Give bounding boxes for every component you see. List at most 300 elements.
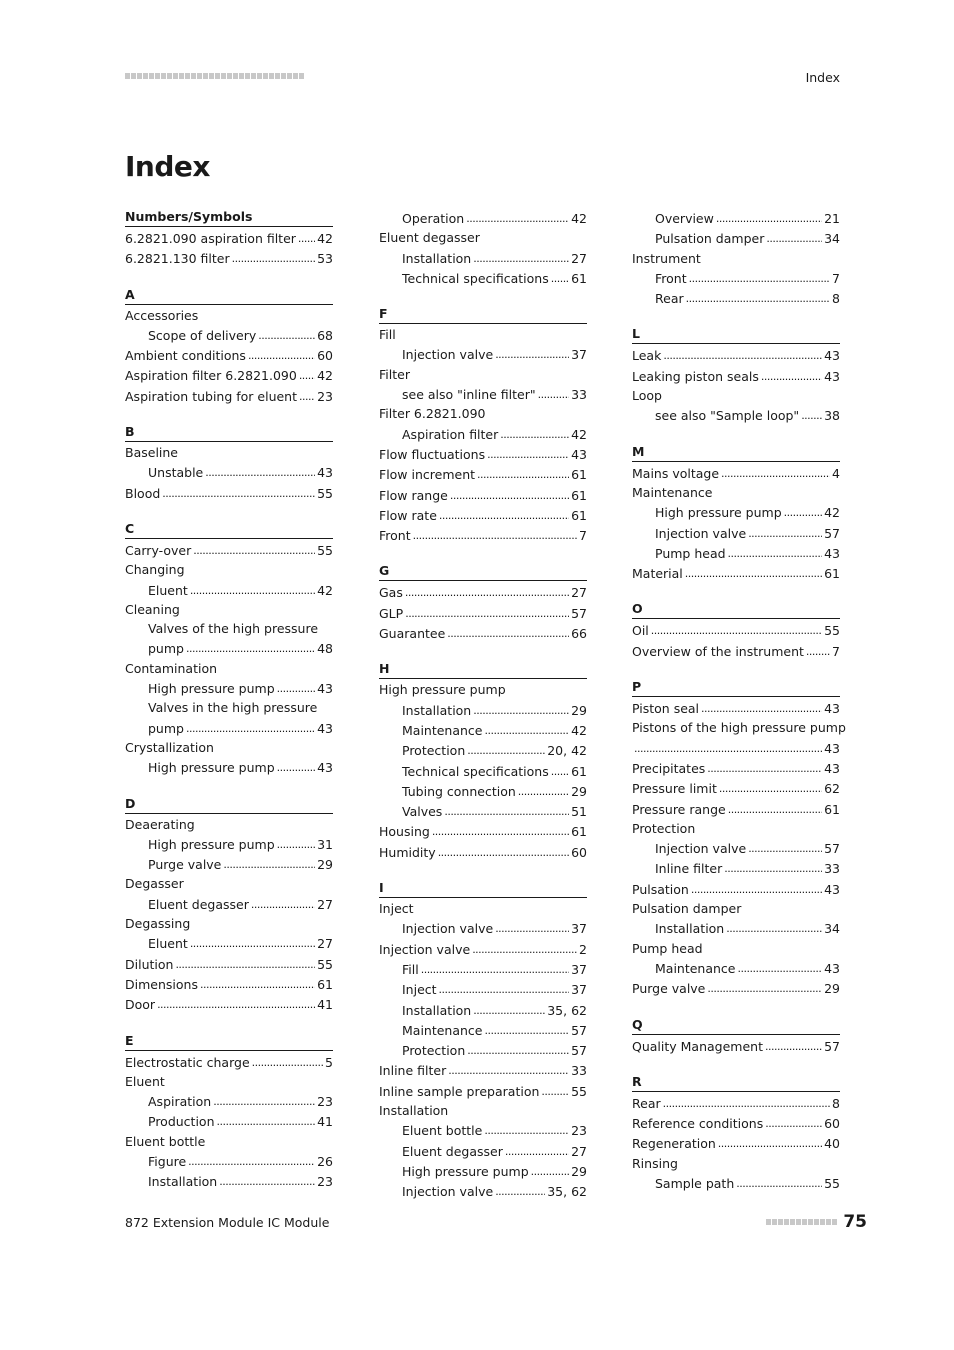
dot-leader [541,1081,569,1101]
index-term: Eluent [148,936,188,952]
index-entry [632,858,840,878]
index-term: Scope of delivery [148,327,257,343]
index-term: Instrument [632,250,701,266]
index-page-ref: 23 [317,1094,333,1110]
index-term: Operation [402,211,465,226]
index-term: Inline filter [655,861,723,877]
index-term: Carry-over [125,542,192,558]
index-entry [379,801,587,821]
index-entry [632,208,840,228]
index-entry [379,1020,587,1040]
index-entry [125,600,333,619]
index-term: Rear [632,1095,661,1111]
index-entry [632,249,840,268]
index-page-ref: 37 [571,961,587,977]
index-term: Protection [402,743,466,759]
index-term: Injection valve [402,1184,494,1200]
index-term: Filter [379,366,410,382]
index-term: Maintenance [655,960,736,976]
index-term: Flow increment [379,467,476,483]
dot-leader [251,894,315,914]
index-term: High pressure pump [148,681,275,697]
index-entry [379,1040,587,1060]
index-term: Door [125,997,156,1013]
index-term: Technical specifications [402,270,549,286]
index-page-ref: 33 [824,861,840,877]
index-section-heading: D [125,795,333,814]
index-term: GLP [379,605,404,621]
index-page-ref: 4 [832,465,840,481]
index-page-ref: 43 [317,681,333,697]
index-page-ref: 43 [824,760,840,776]
index-term: Changing [125,562,185,578]
index-page-ref: 55 [571,1083,587,1099]
index-entry [125,738,333,757]
dot-leader [484,1120,569,1140]
index-term: High pressure pump [379,682,506,698]
index-term: Accessories [125,307,199,323]
index-term: Flow rate [379,507,437,523]
index-entry [632,620,840,640]
dot-leader [719,778,822,798]
index-entry [379,344,587,364]
index-section-heading: B [125,423,333,442]
index-entry [379,582,587,602]
index-term: Fill [402,961,419,977]
index-term: Purge valve [632,981,706,997]
index-page-ref: 57 [571,1022,587,1038]
index-page-ref: 23 [571,1123,587,1139]
index-entry [125,228,333,248]
dot-leader [205,462,315,482]
index-section [632,1016,840,1056]
index-page-ref: 33 [571,387,587,403]
dot-leader [634,738,822,758]
dot-leader [551,268,569,288]
index-page-ref: 40 [824,1136,840,1152]
index-section [379,660,587,862]
index-term: Pistons of the high pressure pump [632,720,846,736]
dot-leader [685,563,822,583]
index-section-heading: P [632,678,840,697]
index-entry [379,623,587,643]
index-term: Reference conditions [632,1116,764,1132]
index-term: Mains voltage [632,465,720,481]
index-term: Pulsation [632,881,689,897]
index-term: Material [632,566,683,582]
dot-leader [277,757,315,777]
index-term: High pressure pump [402,1163,529,1179]
dot-leader [477,464,569,484]
index-page-ref: 57 [824,841,840,857]
index-page-ref: 23 [317,388,333,404]
dot-leader [801,405,822,425]
index-entry [379,700,587,720]
dot-leader [485,720,570,740]
index-page-ref: 60 [824,1116,840,1132]
dot-leader [448,1060,569,1080]
dot-leader [495,1181,545,1201]
index-entry [379,680,587,699]
index-page-ref: 43 [317,465,333,481]
index-page-ref: 33 [571,1063,587,1079]
index-column-2 [379,208,587,1218]
dot-leader [689,268,830,288]
index-page-ref: 43 [824,545,840,561]
dot-leader [190,580,315,600]
index-term: Oil [632,623,649,639]
index-term: Aspiration filter [402,426,499,442]
index-page-ref: 38 [824,408,840,424]
index-page-ref: 57 [571,1043,587,1059]
index-entry [632,799,840,819]
index-entry [125,365,333,385]
index-page-ref: 62 [824,781,840,797]
index-section-heading: A [125,286,333,305]
index-section [632,208,840,308]
dot-leader [518,781,569,801]
index-entry [632,698,840,718]
dot-leader [157,994,315,1014]
index-page-ref: 27 [317,896,333,912]
index-page-ref: 34 [824,921,840,937]
index-entry [379,424,587,444]
index-page-ref: 66 [571,626,587,642]
index-page-ref: 2 [579,941,587,957]
index-term: Degassing [125,916,191,932]
index-page-ref: 29 [571,1163,587,1179]
index-term: Maintenance [402,722,483,738]
dot-leader [761,366,822,386]
dot-leader [298,228,315,248]
index-page-ref: 68 [317,327,333,343]
index-entry [379,939,587,959]
index-term: Piston seal [632,701,700,717]
index-entry [632,641,840,661]
dot-leader [450,485,569,505]
index-section-heading: G [379,562,587,581]
dot-leader [487,444,569,464]
dot-leader [219,1171,315,1191]
index-term: Unstable [148,465,204,481]
index-entry [632,268,840,288]
index-entry [125,698,333,717]
dot-leader [447,623,569,643]
index-page-ref: 43 [824,881,840,897]
index-page-ref: 42 [317,582,333,598]
index-term: Pulsation damper [632,901,742,917]
index-entry [125,718,333,738]
index-term: Purge valve [148,857,222,873]
index-entry [632,1173,840,1193]
index-term: Protection [632,820,696,836]
index-term: Overview [655,211,714,226]
index-entry [379,444,587,464]
index-entry [632,978,840,998]
index-entry [632,1133,840,1153]
index-entry [125,560,333,579]
index-page-ref: 8 [832,1095,840,1111]
index-entry [125,325,333,345]
index-entry [379,525,587,545]
index-term: pump [148,641,184,657]
index-section [632,678,846,998]
index-section-heading: I [379,879,587,898]
index-term: Cleaning [125,601,180,617]
index-entry [379,603,587,623]
index-term: Gas [379,585,403,601]
index-page-ref: 43 [824,960,840,976]
index-term: Installation [402,250,472,266]
dot-leader [444,801,569,821]
dot-leader [413,525,577,545]
index-entry [632,1093,840,1113]
dot-leader [405,582,569,602]
index-entry [125,834,333,854]
index-page-ref: 8 [832,291,840,307]
index-entry [125,974,333,994]
index-term: Leak [632,348,662,364]
dot-leader [188,1151,315,1171]
dot-leader [765,1036,822,1056]
index-entry [379,268,587,288]
index-entry [632,386,840,405]
index-entry [379,781,587,801]
dot-leader [472,939,577,959]
index-entry [632,958,840,978]
index-entry [632,819,840,838]
index-term: Flow range [379,487,448,503]
index-entry [125,1072,333,1091]
index-page-ref: 51 [571,804,587,820]
index-page-ref: 60 [571,844,587,860]
page-number: 75 [843,1212,867,1232]
dot-leader [726,918,822,938]
index-section [125,795,333,1015]
dot-leader [252,1052,323,1072]
dot-leader [691,879,822,899]
index-section [125,286,333,406]
index-term: Aspiration tubing for eluent [125,388,298,404]
index-term: Inject [402,982,437,998]
dot-leader [784,502,822,522]
dot-leader [738,958,823,978]
dot-leader [663,1093,830,1113]
index-entry [379,1141,587,1161]
index-page-ref: 29 [571,702,587,718]
index-term: Baseline [125,445,178,461]
index-page-ref: 61 [571,507,587,523]
dot-leader [258,325,315,345]
index-page-ref: 42 [317,368,333,384]
index-page-ref: 43 [571,446,587,462]
header-decoration [125,73,304,79]
index-page-ref: 34 [824,231,840,247]
dot-leader [200,974,315,994]
index-page-ref: 42 [571,426,587,442]
index-section [379,305,587,545]
dot-leader [806,641,830,661]
index-entry [379,979,587,999]
index-page-ref: 23 [317,1174,333,1190]
index-entry [379,208,587,228]
dot-leader [551,761,569,781]
dot-leader [707,758,822,778]
dot-leader [466,208,569,228]
index-term: Injection valve [402,921,494,937]
index-entry [379,740,587,760]
index-term: Installation [148,1174,218,1190]
index-term: Blood [125,485,161,501]
index-page-ref: 27 [571,250,587,266]
index-term: Eluent [148,582,188,598]
index-entry [632,1036,840,1056]
index-entry [379,1101,587,1120]
index-term: Inline filter [379,1063,447,1079]
index-page-ref: 42 [571,211,587,226]
index-section [379,208,587,288]
index-term: Inject [379,901,414,917]
dot-leader [213,1091,315,1111]
index-term: Pulsation damper [655,231,765,247]
index-term: 6.2821.090 aspiration filter [125,231,296,246]
index-page-ref: 61 [571,270,587,286]
index-entry [632,918,840,938]
index-entry [379,761,587,781]
index-entry [632,778,840,798]
index-entry [632,563,840,583]
dot-leader [663,345,822,365]
index-section [379,879,587,1201]
index-entry [379,1000,587,1020]
index-term: Precipitates [632,760,706,776]
index-page-ref: 57 [571,605,587,621]
page-title: Index [125,150,210,183]
dot-leader [531,1161,569,1181]
dot-leader [473,248,569,268]
index-entry [125,462,333,482]
index-term: Valves [402,804,443,820]
dot-leader [701,698,822,718]
dot-leader [299,365,315,385]
index-entry [379,325,587,344]
index-page-ref: 26 [317,1153,333,1169]
index-term: 6.2821.130 filter [125,251,230,267]
dot-leader [707,978,822,998]
dot-leader [716,208,822,228]
dot-leader [724,858,822,878]
index-page-ref: 43 [824,368,840,384]
index-term: High pressure pump [148,836,275,852]
dot-leader [421,959,569,979]
dot-leader [651,620,822,640]
index-term: Pump head [655,545,726,561]
index-term: Technical specifications [402,763,549,779]
index-section-heading: M [632,443,840,462]
index-entry [632,718,846,737]
index-page-ref: 37 [571,347,587,363]
index-page-ref: 61 [824,566,840,582]
index-term: Electrostatic charge [125,1054,250,1070]
index-entry [379,365,587,384]
index-section-heading: H [379,660,587,679]
index-entry [125,1132,333,1151]
index-section-heading: E [125,1032,333,1051]
index-term: Pressure limit [632,781,717,797]
dot-leader [686,288,830,308]
index-page-ref: 7 [579,528,587,544]
index-entry [125,386,333,406]
dot-leader [277,834,315,854]
index-term: Humidity [379,844,436,860]
dot-leader [718,1133,822,1153]
index-page-ref: 43 [317,760,333,776]
index-term: Pressure range [632,801,726,817]
index-term: Installation [655,921,725,937]
dot-leader [190,933,315,953]
index-page-ref: 37 [571,982,587,998]
index-entry [125,914,333,933]
index-term: Housing [379,824,430,840]
index-term: Dilution [125,956,174,972]
index-entry [632,939,840,958]
index-page-ref: 41 [317,1114,333,1130]
dot-leader [467,740,545,760]
index-column-3 [632,208,846,1210]
index-entry [125,443,333,462]
index-entry [379,384,587,404]
index-page-ref: 31 [317,836,333,852]
index-entry [125,483,333,503]
index-term: Regeneration [632,1136,716,1152]
index-term: Installation [402,702,472,718]
dot-leader [538,384,569,404]
index-page-ref: 27 [571,585,587,601]
index-entry [379,899,587,918]
index-entry [379,1161,587,1181]
index-section [125,423,333,503]
index-entry [125,540,333,560]
dot-leader [299,386,315,406]
index-page-ref: 35, 62 [547,1184,587,1200]
dot-leader [232,248,315,268]
index-term: Front [379,528,411,544]
index-entry [379,1120,587,1140]
index-page-ref: 55 [824,1175,840,1191]
index-entry [125,1151,333,1171]
index-entry [632,366,840,386]
running-header: Index [805,70,840,85]
index-entry [379,842,587,862]
dot-leader [438,842,569,862]
index-entry [632,1113,840,1133]
index-term: Production [148,1114,215,1130]
index-entry [125,1091,333,1111]
index-term: pump [148,720,184,736]
index-term: see also "inline filter" [402,387,536,403]
index-entry [632,483,840,502]
index-section [632,600,840,661]
index-page-ref: 42 [571,722,587,738]
index-term: see also "Sample loop" [655,408,800,424]
dot-leader [162,483,315,503]
index-entry [379,464,587,484]
index-entry [125,954,333,974]
index-page-ref: 61 [571,487,587,503]
index-page-ref: 55 [317,956,333,972]
index-entry [125,678,333,698]
index-term: Quality Management [632,1038,763,1054]
